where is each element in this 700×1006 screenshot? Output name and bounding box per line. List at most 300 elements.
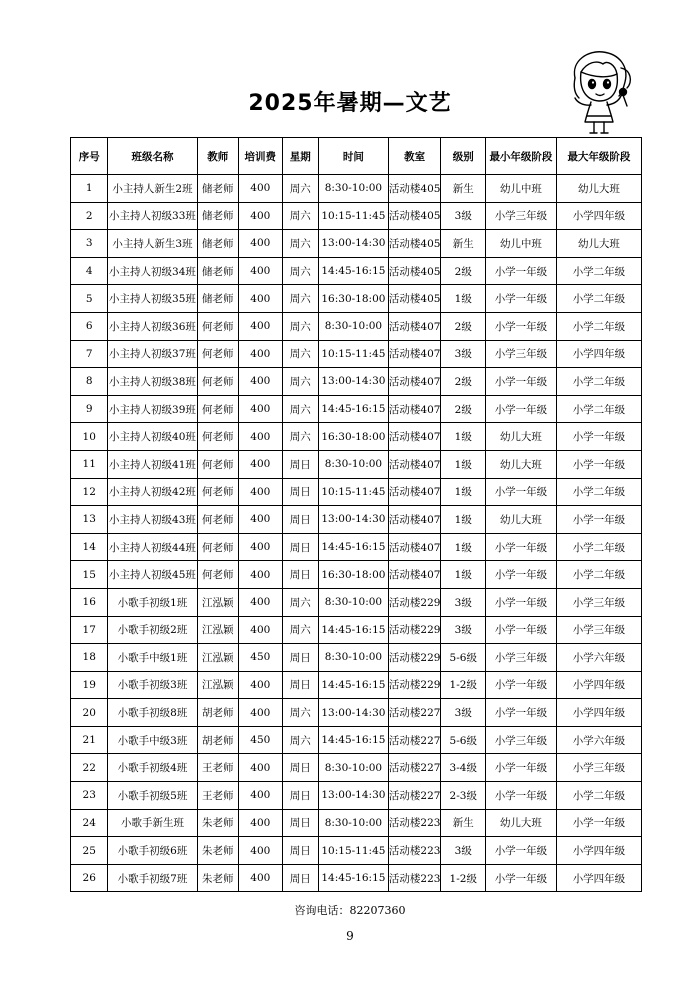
- cell-time: 14:45-16:15: [319, 726, 389, 754]
- cell-time: 14:45-16:15: [319, 395, 389, 423]
- cell-index: 14: [71, 533, 108, 561]
- cell-class-name: 小主持人初级44班: [108, 533, 197, 561]
- cell-weekday: 周六: [282, 699, 318, 727]
- cell-min-grade: 小学三年级: [486, 726, 557, 754]
- cell-index: 11: [71, 450, 108, 478]
- cell-level: 1级: [441, 533, 486, 561]
- cell-class-name: 小主持人初级42班: [108, 478, 197, 506]
- cell-index: 20: [71, 699, 108, 727]
- cell-time: 14:45-16:15: [319, 671, 389, 699]
- cell-time: 10:15-11:45: [319, 837, 389, 865]
- cell-class-name: 小主持人初级34班: [108, 257, 197, 285]
- cell-class-name: 小歌手初级8班: [108, 699, 197, 727]
- cell-fee: 400: [239, 837, 283, 865]
- cell-fee: 400: [239, 506, 283, 534]
- column-header-teacher: 教师: [197, 138, 239, 175]
- cell-min-grade: 小学一年级: [486, 864, 557, 892]
- column-header-max-grade: 最大年级阶段: [556, 138, 641, 175]
- cell-teacher: 江泓颖: [197, 644, 239, 672]
- cell-min-grade: 小学一年级: [486, 395, 557, 423]
- table-row: [71, 699, 642, 727]
- cell-min-grade: 小学一年级: [486, 368, 557, 396]
- cell-weekday: 周日: [282, 809, 318, 837]
- cell-max-grade: 幼儿大班: [556, 230, 641, 258]
- cell-level: 3级: [441, 699, 486, 727]
- cell-class-name: 小主持人初级38班: [108, 368, 197, 396]
- cell-fee: 400: [239, 312, 283, 340]
- cell-max-grade: 小学四年级: [556, 864, 641, 892]
- cell-level: 1级: [441, 423, 486, 451]
- cell-weekday: 周日: [282, 644, 318, 672]
- cell-teacher: 储老师: [197, 257, 239, 285]
- cell-classroom: 活动楼407: [388, 395, 441, 423]
- cell-fee: 450: [239, 644, 283, 672]
- cell-teacher: 储老师: [197, 175, 239, 203]
- cell-min-grade: 小学一年级: [486, 478, 557, 506]
- cell-level: 3级: [441, 837, 486, 865]
- cell-index: 5: [71, 285, 108, 313]
- cell-teacher: 储老师: [197, 202, 239, 230]
- table-row: [71, 864, 642, 892]
- cell-min-grade: 小学一年级: [486, 754, 557, 782]
- cell-max-grade: 小学四年级: [556, 340, 641, 368]
- cell-index: 2: [71, 202, 108, 230]
- cell-index: 24: [71, 809, 108, 837]
- cell-level: 新生: [441, 175, 486, 203]
- cell-time: 10:15-11:45: [319, 202, 389, 230]
- cell-teacher: 胡老师: [197, 726, 239, 754]
- cell-time: 8:30-10:00: [319, 450, 389, 478]
- cell-weekday: 周日: [282, 506, 318, 534]
- cell-level: 3级: [441, 588, 486, 616]
- cell-weekday: 周六: [282, 202, 318, 230]
- cell-level: 1级: [441, 561, 486, 589]
- cell-classroom: 活动楼407: [388, 533, 441, 561]
- cell-max-grade: 小学一年级: [556, 450, 641, 478]
- cell-teacher: 江泓颖: [197, 588, 239, 616]
- cell-teacher: 储老师: [197, 230, 239, 258]
- cell-time: 10:15-11:45: [319, 478, 389, 506]
- cell-min-grade: 小学一年级: [486, 837, 557, 865]
- table-row: [71, 395, 642, 423]
- cell-time: 13:00-14:30: [319, 230, 389, 258]
- cell-level: 5-6级: [441, 644, 486, 672]
- table-row: [71, 368, 642, 396]
- cell-time: 16:30-18:00: [319, 561, 389, 589]
- cell-classroom: 活动楼227: [388, 782, 441, 810]
- cell-max-grade: 小学三年级: [556, 616, 641, 644]
- cell-classroom: 活动楼407: [388, 340, 441, 368]
- cell-min-grade: 幼儿中班: [486, 230, 557, 258]
- cell-class-name: 小歌手初级4班: [108, 754, 197, 782]
- cell-weekday: 周日: [282, 754, 318, 782]
- cell-class-name: 小主持人新生2班: [108, 175, 197, 203]
- cell-time: 13:00-14:30: [319, 368, 389, 396]
- cell-teacher: 胡老师: [197, 699, 239, 727]
- cell-class-name: 小主持人初级37班: [108, 340, 197, 368]
- column-header-min-grade: 最小年级阶段: [486, 138, 557, 175]
- table-row: [71, 561, 642, 589]
- cell-max-grade: 小学一年级: [556, 506, 641, 534]
- cell-weekday: 周六: [282, 588, 318, 616]
- cell-weekday: 周六: [282, 368, 318, 396]
- cell-class-name: 小歌手初级2班: [108, 616, 197, 644]
- table-row: [71, 423, 642, 451]
- cell-classroom: 活动楼229: [388, 616, 441, 644]
- table-row: [71, 450, 642, 478]
- cell-teacher: 王老师: [197, 754, 239, 782]
- cell-max-grade: 小学二年级: [556, 312, 641, 340]
- table-row: [71, 809, 642, 837]
- cell-max-grade: 小学四年级: [556, 202, 641, 230]
- cell-level: 新生: [441, 230, 486, 258]
- cell-min-grade: 幼儿大班: [486, 506, 557, 534]
- contact-phone: 咨询电话：82207360: [294, 904, 406, 917]
- cell-class-name: 小主持人初级35班: [108, 285, 197, 313]
- cell-index: 22: [71, 754, 108, 782]
- cell-classroom: 活动楼229: [388, 671, 441, 699]
- cell-weekday: 周日: [282, 561, 318, 589]
- cell-fee: 400: [239, 699, 283, 727]
- cell-level: 2级: [441, 368, 486, 396]
- cell-class-name: 小歌手初级6班: [108, 837, 197, 865]
- cell-level: 1级: [441, 478, 486, 506]
- cell-min-grade: 幼儿中班: [486, 175, 557, 203]
- cell-classroom: 活动楼223: [388, 809, 441, 837]
- cell-time: 8:30-10:00: [319, 588, 389, 616]
- cell-classroom: 活动楼229: [388, 644, 441, 672]
- cell-min-grade: 小学一年级: [486, 616, 557, 644]
- table-row: [71, 230, 642, 258]
- schedule-table: [70, 137, 642, 892]
- cell-min-grade: 小学一年级: [486, 671, 557, 699]
- cell-fee: 400: [239, 616, 283, 644]
- cell-min-grade: 幼儿大班: [486, 423, 557, 451]
- cell-index: 21: [71, 726, 108, 754]
- cell-classroom: 活动楼407: [388, 561, 441, 589]
- table-row: [71, 312, 642, 340]
- cell-fee: 400: [239, 478, 283, 506]
- cell-level: 1级: [441, 506, 486, 534]
- cell-fee: 400: [239, 588, 283, 616]
- cell-teacher: 朱老师: [197, 837, 239, 865]
- cell-index: 18: [71, 644, 108, 672]
- cell-weekday: 周六: [282, 726, 318, 754]
- cell-index: 8: [71, 368, 108, 396]
- cell-time: 14:45-16:15: [319, 616, 389, 644]
- cell-teacher: 何老师: [197, 506, 239, 534]
- cell-weekday: 周日: [282, 837, 318, 865]
- cell-time: 14:45-16:15: [319, 257, 389, 285]
- cell-teacher: 何老师: [197, 450, 239, 478]
- cell-teacher: 王老师: [197, 782, 239, 810]
- cell-fee: 400: [239, 561, 283, 589]
- page-title: 2025年暑期—文艺: [248, 91, 452, 116]
- table-row: [71, 616, 642, 644]
- cell-index: 12: [71, 478, 108, 506]
- cell-time: 10:15-11:45: [319, 340, 389, 368]
- cell-fee: 400: [239, 175, 283, 203]
- table-row: [71, 782, 642, 810]
- cell-weekday: 周六: [282, 616, 318, 644]
- cell-index: 13: [71, 506, 108, 534]
- cell-class-name: 小歌手初级3班: [108, 671, 197, 699]
- cell-teacher: 储老师: [197, 285, 239, 313]
- cell-fee: 400: [239, 368, 283, 396]
- cell-min-grade: 幼儿大班: [486, 809, 557, 837]
- cell-class-name: 小主持人初级39班: [108, 395, 197, 423]
- cell-class-name: 小歌手初级5班: [108, 782, 197, 810]
- cell-class-name: 小主持人初级40班: [108, 423, 197, 451]
- cell-weekday: 周六: [282, 312, 318, 340]
- cell-level: 3级: [441, 616, 486, 644]
- table-row: [71, 478, 642, 506]
- cell-time: 8:30-10:00: [319, 809, 389, 837]
- cell-level: 3-4级: [441, 754, 486, 782]
- cell-fee: 400: [239, 285, 283, 313]
- cell-min-grade: 小学一年级: [486, 782, 557, 810]
- cell-classroom: 活动楼407: [388, 423, 441, 451]
- cell-class-name: 小主持人初级36班: [108, 312, 197, 340]
- cell-min-grade: 小学三年级: [486, 202, 557, 230]
- cell-level: 5-6级: [441, 726, 486, 754]
- cell-classroom: 活动楼407: [388, 506, 441, 534]
- cell-teacher: 何老师: [197, 368, 239, 396]
- cell-index: 17: [71, 616, 108, 644]
- cell-max-grade: 小学四年级: [556, 671, 641, 699]
- cell-min-grade: 小学一年级: [486, 312, 557, 340]
- table-row: [71, 506, 642, 534]
- cell-level: 2级: [441, 395, 486, 423]
- cell-fee: 400: [239, 257, 283, 285]
- cell-time: 13:00-14:30: [319, 506, 389, 534]
- cell-class-name: 小歌手初级7班: [108, 864, 197, 892]
- cell-classroom: 活动楼407: [388, 450, 441, 478]
- cell-classroom: 活动楼223: [388, 864, 441, 892]
- cell-level: 2级: [441, 257, 486, 285]
- cell-max-grade: 幼儿大班: [556, 175, 641, 203]
- cell-weekday: 周六: [282, 230, 318, 258]
- cell-weekday: 周六: [282, 175, 318, 203]
- column-header-fee: 培训费: [239, 138, 283, 175]
- cell-index: 7: [71, 340, 108, 368]
- cell-teacher: 江泓颖: [197, 616, 239, 644]
- cell-weekday: 周日: [282, 782, 318, 810]
- cell-min-grade: 小学一年级: [486, 561, 557, 589]
- cell-index: 19: [71, 671, 108, 699]
- cell-class-name: 小主持人初级43班: [108, 506, 197, 534]
- cell-index: 9: [71, 395, 108, 423]
- cell-weekday: 周六: [282, 395, 318, 423]
- cell-index: 15: [71, 561, 108, 589]
- cell-time: 8:30-10:00: [319, 644, 389, 672]
- column-header-time: 时间: [319, 138, 389, 175]
- cell-fee: 400: [239, 671, 283, 699]
- cell-max-grade: 小学二年级: [556, 285, 641, 313]
- cell-teacher: 何老师: [197, 340, 239, 368]
- cell-max-grade: 小学一年级: [556, 809, 641, 837]
- cell-fee: 450: [239, 726, 283, 754]
- table-row: [71, 588, 642, 616]
- table-row: [71, 754, 642, 782]
- cell-class-name: 小主持人新生3班: [108, 230, 197, 258]
- cell-class-name: 小歌手中级3班: [108, 726, 197, 754]
- cell-time: 13:00-14:30: [319, 699, 389, 727]
- cell-fee: 400: [239, 864, 283, 892]
- cell-class-name: 小歌手初级1班: [108, 588, 197, 616]
- cell-min-grade: 幼儿大班: [486, 450, 557, 478]
- cell-time: 14:45-16:15: [319, 533, 389, 561]
- cell-index: 26: [71, 864, 108, 892]
- cell-teacher: 何老师: [197, 423, 239, 451]
- cell-time: 8:30-10:00: [319, 312, 389, 340]
- column-header-class-name: 班级名称: [108, 138, 197, 175]
- cell-teacher: 何老师: [197, 561, 239, 589]
- cell-weekday: 周日: [282, 533, 318, 561]
- cell-fee: 400: [239, 754, 283, 782]
- cell-classroom: 活动楼405: [388, 202, 441, 230]
- cell-min-grade: 小学一年级: [486, 285, 557, 313]
- table-row: [71, 202, 642, 230]
- table-row: [71, 726, 642, 754]
- table-row: [71, 340, 642, 368]
- cell-max-grade: 小学六年级: [556, 644, 641, 672]
- cell-level: 1-2级: [441, 864, 486, 892]
- cell-max-grade: 小学一年级: [556, 423, 641, 451]
- cell-level: 3级: [441, 340, 486, 368]
- column-header-weekday: 星期: [282, 138, 318, 175]
- cell-classroom: 活动楼227: [388, 726, 441, 754]
- column-header-index: 序号: [71, 138, 108, 175]
- cell-level: 1级: [441, 450, 486, 478]
- cell-min-grade: 小学一年级: [486, 257, 557, 285]
- cell-fee: 400: [239, 340, 283, 368]
- table-row: [71, 285, 642, 313]
- cell-fee: 400: [239, 533, 283, 561]
- cell-teacher: 江泓颖: [197, 671, 239, 699]
- table-header-row: [71, 138, 642, 175]
- table-row: [71, 671, 642, 699]
- cell-min-grade: 小学一年级: [486, 699, 557, 727]
- cell-min-grade: 小学三年级: [486, 340, 557, 368]
- cell-min-grade: 小学一年级: [486, 533, 557, 561]
- cell-fee: 400: [239, 809, 283, 837]
- cell-weekday: 周日: [282, 450, 318, 478]
- cell-teacher: 何老师: [197, 533, 239, 561]
- column-header-classroom: 教室: [388, 138, 441, 175]
- cell-level: 1级: [441, 285, 486, 313]
- cell-fee: 400: [239, 423, 283, 451]
- cell-max-grade: 小学二年级: [556, 478, 641, 506]
- cell-max-grade: 小学三年级: [556, 754, 641, 782]
- cell-time: 16:30-18:00: [319, 423, 389, 451]
- cell-weekday: 周六: [282, 340, 318, 368]
- table-row: [71, 644, 642, 672]
- cell-index: 23: [71, 782, 108, 810]
- cell-time: 13:00-14:30: [319, 782, 389, 810]
- cell-max-grade: 小学二年级: [556, 368, 641, 396]
- cell-index: 6: [71, 312, 108, 340]
- cell-teacher: 何老师: [197, 478, 239, 506]
- cell-level: 新生: [441, 809, 486, 837]
- cell-level: 1-2级: [441, 671, 486, 699]
- cell-classroom: 活动楼407: [388, 368, 441, 396]
- cell-class-name: 小歌手中级1班: [108, 644, 197, 672]
- cell-level: 3级: [441, 202, 486, 230]
- cell-max-grade: 小学四年级: [556, 837, 641, 865]
- cell-fee: 400: [239, 450, 283, 478]
- cell-teacher: 朱老师: [197, 809, 239, 837]
- cell-classroom: 活动楼407: [388, 478, 441, 506]
- table-row: [71, 837, 642, 865]
- cell-classroom: 活动楼405: [388, 175, 441, 203]
- cell-index: 16: [71, 588, 108, 616]
- page-number: 9: [346, 929, 354, 943]
- cell-class-name: 小主持人初级45班: [108, 561, 197, 589]
- cell-classroom: 活动楼405: [388, 285, 441, 313]
- cell-fee: 400: [239, 202, 283, 230]
- cell-index: 3: [71, 230, 108, 258]
- cell-min-grade: 小学三年级: [486, 644, 557, 672]
- cell-classroom: 活动楼407: [388, 312, 441, 340]
- cell-classroom: 活动楼405: [388, 230, 441, 258]
- cell-index: 10: [71, 423, 108, 451]
- cell-fee: 400: [239, 395, 283, 423]
- cell-time: 8:30-10:00: [319, 175, 389, 203]
- cell-weekday: 周六: [282, 257, 318, 285]
- cell-classroom: 活动楼227: [388, 754, 441, 782]
- cell-index: 1: [71, 175, 108, 203]
- cell-weekday: 周日: [282, 671, 318, 699]
- cell-level: 2-3级: [441, 782, 486, 810]
- cell-class-name: 小主持人初级41班: [108, 450, 197, 478]
- table-row: [71, 175, 642, 203]
- cell-max-grade: 小学二年级: [556, 561, 641, 589]
- cell-index: 4: [71, 257, 108, 285]
- cell-classroom: 活动楼229: [388, 588, 441, 616]
- cell-classroom: 活动楼227: [388, 699, 441, 727]
- cell-max-grade: 小学六年级: [556, 726, 641, 754]
- cell-fee: 400: [239, 782, 283, 810]
- cell-time: 8:30-10:00: [319, 754, 389, 782]
- cell-weekday: 周日: [282, 478, 318, 506]
- cell-time: 16:30-18:00: [319, 285, 389, 313]
- cell-level: 2级: [441, 312, 486, 340]
- table-row: [71, 257, 642, 285]
- cell-max-grade: 小学三年级: [556, 588, 641, 616]
- cell-classroom: 活动楼405: [388, 257, 441, 285]
- table-row: [71, 533, 642, 561]
- cell-teacher: 何老师: [197, 395, 239, 423]
- column-header-level: 级别: [441, 138, 486, 175]
- cell-weekday: 周日: [282, 864, 318, 892]
- cell-time: 14:45-16:15: [319, 864, 389, 892]
- cell-max-grade: 小学二年级: [556, 782, 641, 810]
- cell-max-grade: 小学二年级: [556, 257, 641, 285]
- cell-teacher: 何老师: [197, 312, 239, 340]
- cell-teacher: 朱老师: [197, 864, 239, 892]
- cell-weekday: 周六: [282, 423, 318, 451]
- cartoon-girl-singer-icon: [563, 48, 635, 136]
- cell-min-grade: 小学一年级: [486, 588, 557, 616]
- cell-index: 25: [71, 837, 108, 865]
- cell-class-name: 小歌手新生班: [108, 809, 197, 837]
- cell-max-grade: 小学四年级: [556, 699, 641, 727]
- cell-classroom: 活动楼223: [388, 837, 441, 865]
- cell-max-grade: 小学二年级: [556, 395, 641, 423]
- cell-class-name: 小主持人初级33班: [108, 202, 197, 230]
- cell-fee: 400: [239, 230, 283, 258]
